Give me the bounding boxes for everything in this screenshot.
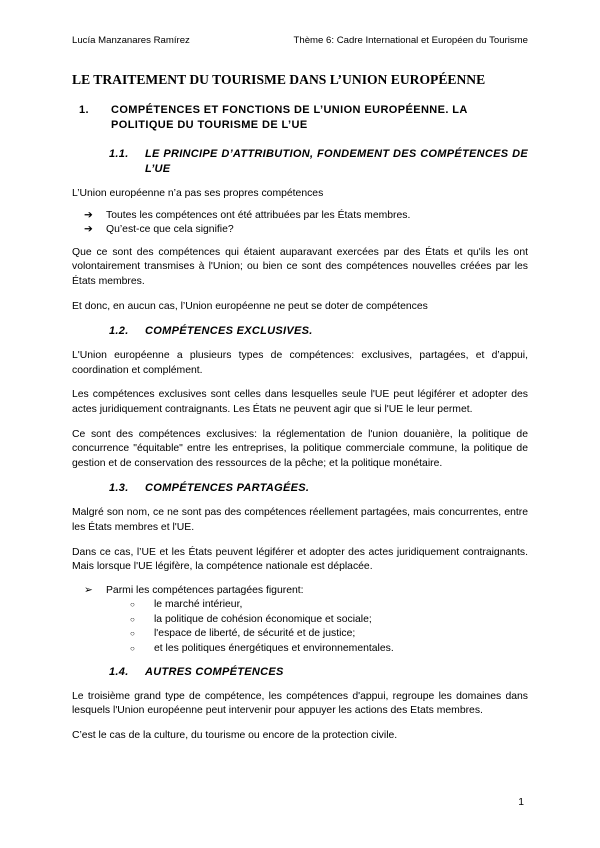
paragraph: Malgré son nom, ce ne sont pas des compétences réellement partagées, mais concurrentes, entre les États membres et l'UE. — [72, 507, 528, 533]
subsection-title: COMPÉTENCES PARTAGÉES. — [145, 482, 310, 495]
triangle-arrow-bullet-icon: ➢ — [84, 584, 93, 596]
subsection-heading-1-2 — [109, 324, 528, 339]
list-item-text: et les politiques énergétiques et environnementales. — [154, 643, 394, 655]
paragraph: C’est le cas de la culture, du tourisme ou encore de la protection civile. — [72, 729, 398, 741]
subsection-heading-1-4 — [109, 665, 528, 680]
paragraph: Les compétences exclusives sont celles dans lesquelles seule l'UE peut légiférer et adopter des actes juridiquement contraignants. Les États ne peuvent agir que si l'UE le leur permet. — [72, 389, 528, 415]
list-item — [84, 584, 528, 657]
page-number: 1 — [518, 797, 524, 808]
circle-bullet-icon: ○ — [130, 600, 135, 610]
header-author: Lucía Manzanares Ramírez — [72, 35, 190, 46]
subsection-number: 1.2. — [109, 325, 129, 338]
paragraph: L’Union européenne n’a pas ses propres compétences — [72, 188, 324, 199]
list-item-text: Qu’est-ce que cela signifie? — [106, 224, 234, 236]
subsection-number: 1.4. — [109, 665, 129, 678]
arrow-bullet-icon: ➔ — [84, 209, 93, 221]
list-item — [130, 613, 394, 628]
header-topic: Thème 6: Cadre International et Européen du Tourisme — [293, 35, 528, 46]
list-item-body — [106, 584, 394, 657]
arrow-bullet-icon: ➔ — [84, 224, 93, 236]
list-item-text: la politique de cohésion économique et sociale; — [154, 613, 372, 625]
list-item-text: l'espace de liberté, de sécurité et de justice; — [154, 628, 356, 640]
circle-bullet-icon: ○ — [130, 629, 135, 639]
list-item — [84, 223, 528, 238]
document-body — [72, 72, 528, 753]
section-heading — [79, 103, 528, 133]
subsection-title: COMPÉTENCES EXCLUSIVES. — [145, 325, 313, 338]
arrow-list — [84, 209, 528, 238]
list-item — [130, 642, 394, 657]
list-item — [130, 627, 394, 642]
list-item-text: Toutes les compétences ont été attribuées par les États membres. — [106, 209, 411, 221]
subsection-heading-1-3 — [109, 481, 528, 496]
list-intro: Parmi les compétences partagées figurent: — [106, 584, 304, 596]
circle-bullet-icon: ○ — [130, 614, 135, 624]
subsection-heading-1-1 — [109, 147, 528, 177]
sub-list — [130, 598, 394, 656]
circle-bullet-icon: ○ — [130, 644, 135, 654]
subsection-number: 1.1. — [109, 148, 129, 160]
section-title: COMPÉTENCES ET FONCTIONS DE L’UNION EUROPÉENNE. LA POLITIQUE DU TOURISME DE L’UE — [111, 104, 468, 131]
document-title: LE TRAITEMENT DU TOURISME DANS L’UNION EUROPÉENNE — [72, 72, 486, 87]
paragraph: Le troisième grand type de compétence, les compétences d'appui, regroupe les domaines dans lesquels l'Union européenne peut intervenir pour appuyer les actions des Etats membres. — [72, 690, 528, 717]
paragraph: Et donc, en aucun cas, l’Union européenne ne peut se doter de compétences — [72, 300, 428, 312]
paragraph: Ce sont des compétences exclusives: la réglementation de l'union douanière, la politique de concurrence "équitable" entre les entreprises, la politique commerciale commune, la politique de gestion et de conservation des ressources de la pêche; et la politique monétaire. — [72, 428, 528, 469]
list-item-text: le marché intérieur, — [154, 599, 243, 611]
paragraph: L'Union européenne a plusieurs types de compétences: exclusives, partagées, et d’appui, coordination et complément. — [72, 350, 528, 376]
list-item — [84, 209, 528, 224]
section-number: 1. — [79, 104, 89, 116]
subsection-title: AUTRES COMPÉTENCES — [145, 665, 284, 678]
shared-competences-list — [84, 584, 528, 657]
paragraph: Dans ce cas, l’UE et les États peuvent légiférer et adopter des actes juridiquement contraignants. Mais lorsque l'UE légifère, la compétence nationale est déplacée. — [72, 546, 528, 573]
subsection-number: 1.3. — [109, 482, 129, 495]
subsection-title: LE PRINCIPE D’ATTRIBUTION, FONDEMENT DES COMPÉTENCES DE L’UE — [145, 148, 528, 175]
paragraph: Que ce sont des compétences qui étaient auparavant exercées par des États et qu'ils les ont volontairement transmises à l'Union; ou bien ce sont des compétences nouvelles créées par les États membres. — [72, 246, 528, 287]
list-item — [130, 598, 394, 613]
